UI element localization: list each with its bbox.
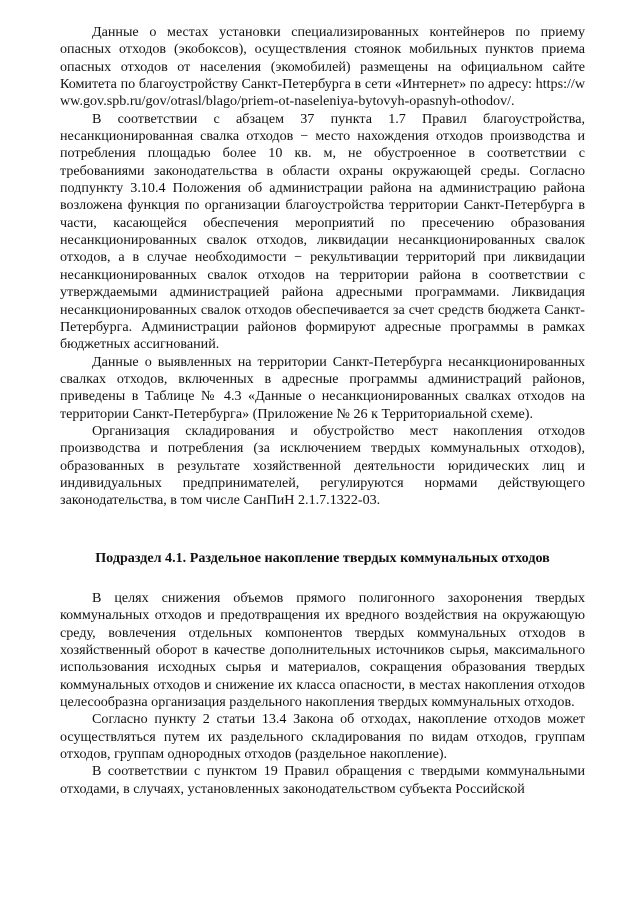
paragraph-separate-collection-goals: В целях снижения объемов прямого полигонного захоронения твердых коммунальных отходов и предотвращения их вредного воздействия на окружающую среду, вовлечения отдельных компонентов твердых коммунальных отходов в хозяйственный оборот в качестве дополнительных источников сырья, максимального использования исходных сырья и материалов, сокращения образования твердых коммунальных отходов и снижение их класса опасности, в местах накопления отходов целесообразна организация раздельного накопления твердых коммунальных отходов. <box>60 589 585 711</box>
paragraph-dumps-data-table: Данные о выявленных на территории Санкт-Петербурга несанкционированных свалках отходов, включенных в адресные программы администраций районов, приведены в Таблице № 4.3 «Данные о несанкционированных свалках отходов на территории Санкт-Петербурга» (Приложение № 26 к Территориальной схеме). <box>60 353 585 422</box>
paragraph-ecoboxes <box>60 24 585 111</box>
paragraph-waste-storage: Организация складирования и обустройство мест накопления отходов производства и потребления (за исключением твердых коммунальных отходов), образованных в результате хозяйственной деятельности юридических лиц и индивидуальных предпринимателей, регулируются нормами действующего законодательства, в том числе СанПиН 2.1.7.1322-03. <box>60 422 585 509</box>
paragraph-msw-rules: В соответствии с пунктом 19 Правил обращения с твердыми коммунальными отходами, в случаях, установленных законодательством субъекта Российской <box>60 763 585 797</box>
heading-gap <box>60 567 585 590</box>
ecoboxes-url-link[interactable]: https://www.gov.spb.ru/gov/otrasl/blago/priem-ot-naseleniya-bytovyh-opasnyh-othodov/. <box>60 76 585 110</box>
paragraph-waste-law-article: Согласно пункту 2 статьи 13.4 Закона об отходах, накопление отходов может осуществляться путем их раздельного складирования по видам отходов, группам отходов, группам однородных отходов (раздельное накопление). <box>60 711 585 763</box>
paragraph-unauthorized-dumps: В соответствии с абзацем 37 пункта 1.7 Правил благоустройства, несанкционированная свалка отходов − место нахождения отходов производства и потребления площадью более 10 кв. м, не обустроенное в соответствии с требованиями законодательства в области охраны окружающей среды. Согласно подпункту 3.10.4 Положения об администрации района на администрацию района возложена функция по организации благоустройства территории Санкт-Петербурга в части, касающейся обеспечения мероприятий по пресечению образования несанкционированных свалок отходов, ликвидации несанкционированных свалок отходов, а в случае необходимости − рекультивации территорий при ликвидации несанкционированных свалок отходов на территории района в соответствии с утверждаемыми администрацией района адресными программами. Ликвидация несанкционированных свалок отходов обеспечивается за счет средств бюджета Санкт-Петербурга. Администрации районов формируют адресные программы в рамках бюджетных ассигнований. <box>60 110 585 353</box>
paragraph-ecoboxes-text: Данные о местах установки специализированных контейнеров по приему опасных отходов (экобоксов), осуществления стоянок мобильных пунктов приема опасных отходов от населения (экомобилей) размещены на официальном сайте Комитета по благоустройству Санкт-Петербурга в сети «Интернет» по адресу: <box>60 24 585 93</box>
section-gap <box>60 510 585 550</box>
section-heading: Подраздел 4.1. Раздельное накопление твердых коммунальных отходов <box>95 549 550 566</box>
document-body <box>60 24 585 798</box>
